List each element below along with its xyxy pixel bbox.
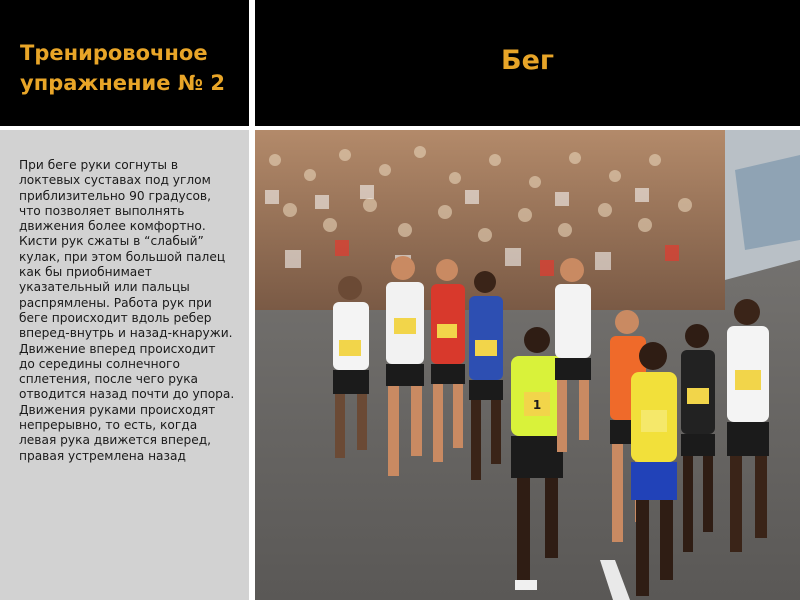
marathon-photo (255, 130, 800, 600)
bib-number: 1 (532, 398, 542, 412)
marathon-photo-svg (255, 130, 800, 600)
water (735, 155, 800, 250)
body-panel (0, 130, 249, 600)
header-panel (255, 0, 800, 126)
slide-title: Тренировочное упражнение № 2 (20, 41, 226, 95)
title-panel (0, 0, 249, 126)
body-text: При беге руки согнуты в локтевых суставах под углом приблизительно 90 градусов, что позволяет выполнять движения более комфортно. Кисти рук сжаты в “слабый” кулак, при этом большой палец как бы приобнимает указательный или пальцы распрямлены. Работа рук при беге происходит вдоль ребер вперед-внутрь и назад-кнаружи. Движение вперед происходит до середины солнечного сплетения, после чего рука отводится назад почти до упора. Движения руками происходят непрерывно, то есть, когда левая рука движется вперед, правая устремлена назад (19, 158, 235, 463)
slide-heading: Бег (501, 45, 554, 76)
